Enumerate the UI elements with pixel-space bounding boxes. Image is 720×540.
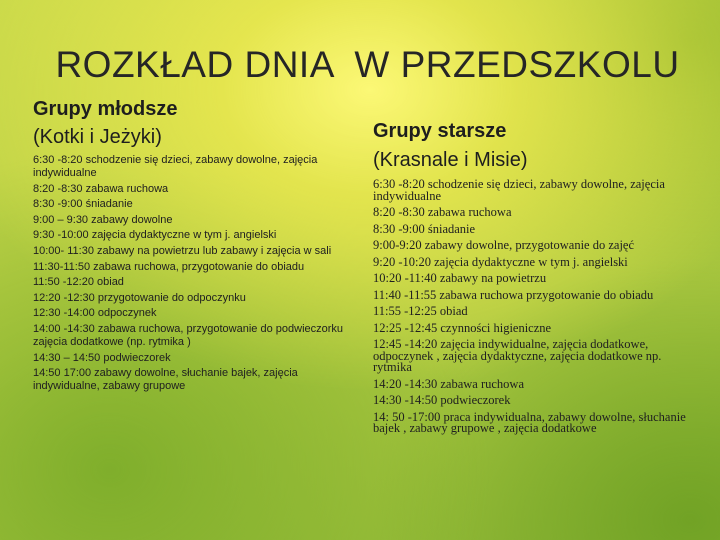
schedule-item: 8:30 -9:00 śniadanie bbox=[33, 198, 133, 211]
schedule-item: 14:30 – 14:50 podwieczorek bbox=[33, 351, 171, 364]
schedule-item: 9:30 -10:00 zajęcia dydaktyczne w tym j. angielski bbox=[33, 229, 277, 242]
schedule-item: 11:30-11:50 zabawa ruchowa, przygotowanie do obiadu bbox=[33, 260, 305, 273]
schedule-item: 14:00 -14:30 zabawa ruchowa, przygotowanie do podwieczorku zajęcia dodatkowe (np. rytmika ) bbox=[33, 322, 344, 348]
younger-groups-subheading: (Kotki i Jeżyki) bbox=[33, 126, 162, 148]
schedule-item: 10:20 -11:40 zabawy na powietrzu bbox=[373, 271, 547, 285]
schedule-item: 8:30 -9:00 śniadanie bbox=[373, 221, 476, 236]
schedule-item: 12:45 -14:20 zajęcia indywidualne, zajęcia dodatkowe, odpoczynek , zajęcia dydaktyczne, zajęcia dodatkowe np. rytmika bbox=[373, 337, 662, 374]
schedule-item: 12:30 -14:00 odpoczynek bbox=[33, 307, 157, 320]
younger-groups-column bbox=[33, 96, 351, 396]
schedule-item: 14: 50 -17:00 praca indywidualna, zabawy dowolne, słuchanie bajek , zabawy grupowe , zajęcia dodatkowe bbox=[373, 409, 686, 435]
schedule-item: 8:20 -8:30 zabawa ruchowa bbox=[373, 205, 512, 219]
slide-title: ROZKŁAD DNIA W PRZEDSZKOLU bbox=[55, 44, 680, 85]
older-groups-heading: Grupy starsze bbox=[373, 120, 507, 142]
schedule-item: 11:40 -11:55 zabawa ruchowa przygotowanie do obiadu bbox=[373, 287, 654, 302]
schedule-item: 12:20 -12:30 przygotowanie do odpoczynku bbox=[33, 291, 246, 304]
younger-schedule-list bbox=[33, 154, 351, 393]
older-groups-subheading: (Krasnale i Misie) bbox=[373, 149, 528, 171]
schedule-item: 14:50 17:00 zabawy dowolne, słuchanie bajek, zajęcia indywidualne, zabawy grupowe bbox=[33, 367, 298, 393]
schedule-item: 9:00 – 9:30 zabawy dowolne bbox=[33, 213, 173, 226]
schedule-item: 8:20 -8:30 zabawa ruchowa bbox=[33, 182, 169, 195]
schedule-item: 14:30 -14:50 podwieczorek bbox=[373, 393, 511, 407]
schedule-item: 14:20 -14:30 zabawa ruchowa bbox=[373, 376, 524, 391]
schedule-item: 12:25 -12:45 czynności higieniczne bbox=[373, 320, 552, 335]
younger-groups-heading: Grupy młodsze bbox=[33, 98, 178, 120]
older-schedule-list bbox=[373, 179, 693, 435]
schedule-item: 6:30 -8:20 schodzenie się dzieci, zabawy dowolne, zajęcia indywidualne bbox=[373, 177, 665, 203]
schedule-item: 11:55 -12:25 obiad bbox=[373, 304, 468, 318]
older-groups-column bbox=[373, 118, 693, 440]
schedule-item: 9:00-9:20 zabawy dowolne, przygotowanie do zajęć bbox=[373, 238, 635, 252]
schedule-item: 9:20 -10:20 zajęcia dydaktyczne w tym j. angielski bbox=[373, 254, 628, 269]
schedule-item: 11:50 -12:20 obiad bbox=[33, 276, 124, 289]
schedule-item: 6:30 -8:20 schodzenie się dzieci, zabawy dowolne, zajęcia indywidualne bbox=[33, 154, 318, 179]
schedule-item: 10:00- 11:30 zabawy na powietrzu lub zabawy i zajęcia w sali bbox=[33, 244, 332, 257]
